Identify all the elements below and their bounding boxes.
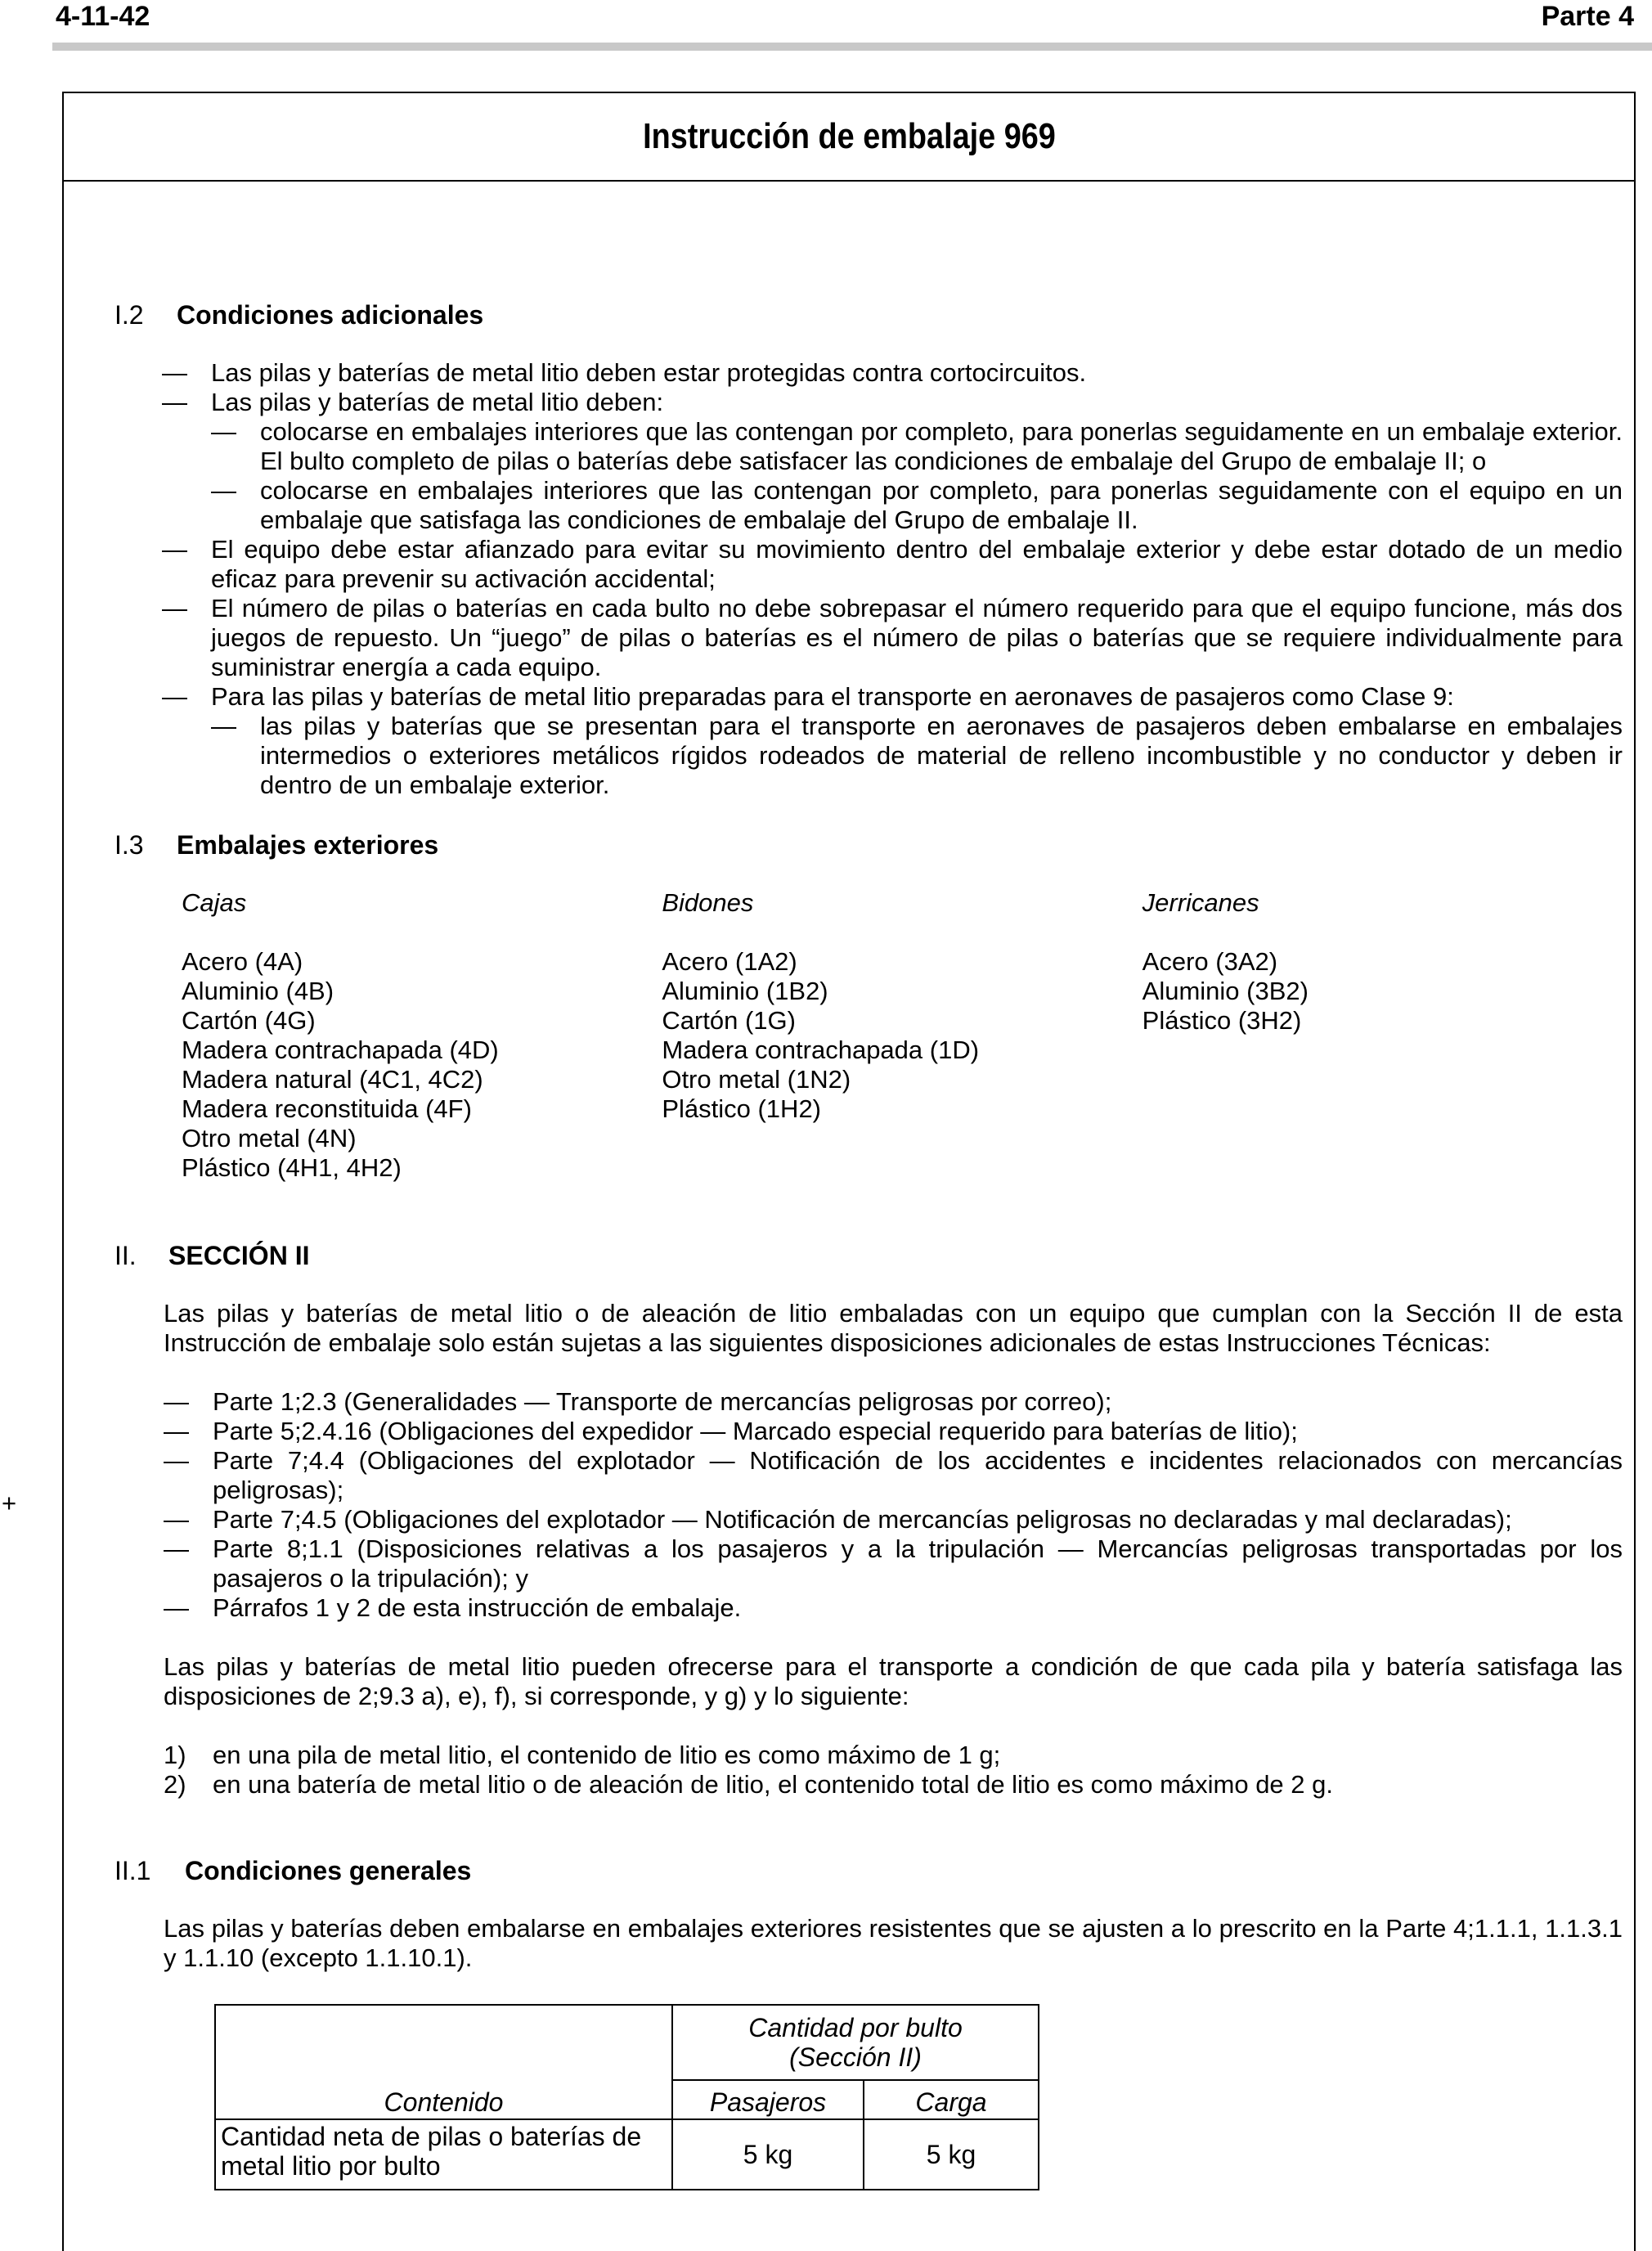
section-title: Condiciones generales [185, 1856, 472, 1885]
section-i2-heading [114, 299, 1623, 330]
section-title: SECCIÓN II [168, 1241, 310, 1270]
section-ii [114, 1240, 1623, 1799]
section-number: I.3 [114, 830, 144, 860]
column-header: Pasajeros [672, 2080, 864, 2119]
list-item: — Parte 7;4.5 (Obligaciones del explotador — Notificación de mercancías peligrosas no declaradas y mal declaradas); [164, 1505, 1623, 1534]
list-item: Plástico (3H2) [1142, 1006, 1302, 1035]
section-ii1-body [164, 1914, 1623, 2190]
section-title: Embalajes exteriores [177, 830, 439, 860]
column-jerricanes [1142, 888, 1623, 1183]
list-item: — El número de pilas o baterías en cada bulto no debe sobrepasar el número requerido para que el equipo funcione, más dos juegos de repuesto. Un “juego” de pilas o baterías es el número de pilas o baterías que se requiere individualmente para suministrar energía a cada equipo. [162, 594, 1623, 682]
paragraph: Las pilas y baterías de metal litio pueden ofrecerse para el transporte a condición de que cada pila y batería satisfaga las disposiciones de 2;9.3 a), e), f), si corresponde, y g) y lo siguiente: [164, 1652, 1623, 1710]
table-cell: 5 kg [672, 2119, 864, 2190]
list-item: Otro metal (4N) [182, 1124, 357, 1152]
list-item: Cartón (1G) [662, 1006, 796, 1035]
list-item: Aluminio (4B) [182, 977, 334, 1005]
column-cajas [182, 888, 662, 1183]
page-header-part: Parte 4 [1541, 1, 1634, 32]
header-rule [52, 43, 1652, 51]
item-text: en una batería de metal litio o de aleación de litio, el contenido total de litio es como máximo de 2 g. [213, 1770, 1333, 1799]
section-i2-list [162, 358, 1623, 800]
list-item: Plástico (1H2) [662, 1094, 822, 1123]
list-item: Plástico (4H1, 4H2) [182, 1153, 402, 1182]
column-bidones [662, 888, 1142, 1183]
list-item: — Párrafos 1 y 2 de esta instrucción de embalaje. [164, 1593, 1623, 1623]
section-i3-heading [114, 829, 1623, 860]
header-content [215, 2005, 672, 2119]
list-item [164, 1741, 1623, 1770]
list-item: Madera contrachapada (1D) [662, 1036, 980, 1064]
list-item: — El equipo debe estar afianzado para evitar su movimiento dentro del embalaje exterior y debe estar dotado de un medio eficaz para prevenir su activación accidental; [162, 535, 1623, 594]
item-text: en una pila de metal litio, el contenido de litio es como máximo de 1 g; [213, 1741, 1001, 1769]
list-item: — Parte 7;4.4 (Obligaciones del explotador — Notificación de los accidentes e incidentes relacionados con mercancías peligrosas); [164, 1446, 1623, 1505]
table-cell: 5 kg [864, 2119, 1039, 2190]
table-cell: Cantidad neta de pilas o baterías de metal litio por bulto [215, 2119, 672, 2190]
list-item: Aluminio (3B2) [1142, 977, 1309, 1005]
header-group [672, 2005, 1039, 2080]
section-title: Condiciones adicionales [177, 300, 484, 330]
list-item: Otro metal (1N2) [662, 1065, 851, 1094]
list-item: — colocarse en embalajes interiores que las contengan por completo, para ponerlas seguidamente con el equipo en un embalaje que satisfaga las condiciones de embalaje del Grupo de embalaje II. [211, 476, 1623, 535]
list-item [164, 1770, 1623, 1799]
list-item: Madera contrachapada (4D) [182, 1036, 499, 1064]
list-item: — Parte 1;2.3 (Generalidades — Transporte de mercancías peligrosas por correo); [164, 1387, 1623, 1417]
column-heading: Bidones [662, 888, 754, 917]
section-i3 [114, 829, 1623, 1183]
list-item: Madera reconstituida (4F) [182, 1094, 472, 1123]
group-header-line: (Sección II) [789, 2042, 922, 2072]
list-item: Madera natural (4C1, 4C2) [182, 1065, 483, 1094]
section-ii-body [164, 1299, 1623, 1799]
list-item: Aluminio (1B2) [662, 977, 828, 1005]
section-number: I.2 [114, 300, 144, 330]
table-row [215, 2119, 1039, 2190]
margin-change-mark: + [2, 1489, 17, 1517]
item-number: 1) [164, 1741, 186, 1769]
section-ii-list [164, 1387, 1623, 1623]
section-ii-heading [114, 1240, 1623, 1271]
list-item: — Parte 5;2.4.16 (Obligaciones del expedidor — Marcado especial requerido para baterías de litio); [164, 1417, 1623, 1446]
column-header: Carga [864, 2080, 1039, 2119]
quantity-table [214, 2004, 1039, 2190]
list-item: — Para las pilas y baterías de metal litio preparadas para el transporte en aeronaves de pasajeros como Clase 9: [162, 682, 1623, 712]
list-item: — las pilas y baterías que se presentan para el transporte en aeronaves de pasajeros deben embalarse en embalajes intermedios o exteriores metálicos rígidos rodeados de material de relleno incombustible y no conductor y deben ir dentro de un embalaje exterior. [211, 712, 1623, 800]
list-item: — Las pilas y baterías de metal litio deben estar protegidas contra cortocircuitos. [162, 358, 1623, 388]
list-item: — Las pilas y baterías de metal litio deben: [162, 388, 1623, 417]
packaging-columns [182, 888, 1623, 1183]
page-title: Instrucción de embalaje 969 [642, 116, 1056, 156]
content [64, 182, 1634, 2190]
paragraph: Las pilas y baterías deben embalarse en embalajes exteriores resistentes que se ajusten a lo prescrito en la Parte 4;1.1.1, 1.1.3.1 y 1.1.10 (excepto 1.1.10.1). [164, 1914, 1623, 1972]
title-row [64, 93, 1634, 182]
instruction-box [62, 92, 1636, 2251]
list-item: Cartón (4G) [182, 1006, 316, 1035]
list-item: — colocarse en embalajes interiores que las contengan por completo, para ponerlas seguidamente en un embalaje exterior. El bulto completo de pilas o baterías debe satisfacer las condiciones de embalaje del Grupo de embalaje II; o [211, 417, 1623, 476]
page-header-ref: 4-11-42 [56, 1, 150, 32]
column-heading: Cajas [182, 888, 247, 917]
section-ii1 [114, 1855, 1623, 2190]
list-item: Acero (3A2) [1142, 947, 1278, 976]
table-row [215, 2005, 1039, 2080]
section-number: II. [114, 1241, 137, 1270]
section-ii1-heading [114, 1855, 1623, 1886]
section-i2 [114, 299, 1623, 800]
list-item: Acero (4A) [182, 947, 303, 976]
group-header-line: Cantidad por bulto [748, 2013, 963, 2042]
list-item: — Parte 8;1.1 (Disposiciones relativas a los pasajeros y a la tripulación — Mercancías peligrosas transportadas por los pasajeros o la tripulación); y [164, 1534, 1623, 1593]
paragraph: Las pilas y baterías de metal litio o de aleación de litio embaladas con un equipo que cumplan con la Sección II de esta Instrucción de embalaje solo están sujetas a las siguientes disposiciones adicionales de estas Instrucciones Técnicas: [164, 1299, 1623, 1357]
list-item: Acero (1A2) [662, 947, 797, 976]
section-number: II.1 [114, 1856, 151, 1885]
column-heading: Jerricanes [1142, 888, 1259, 917]
numbered-list [164, 1741, 1623, 1799]
column-header: Contenido [384, 2087, 504, 2117]
item-number: 2) [164, 1770, 186, 1799]
